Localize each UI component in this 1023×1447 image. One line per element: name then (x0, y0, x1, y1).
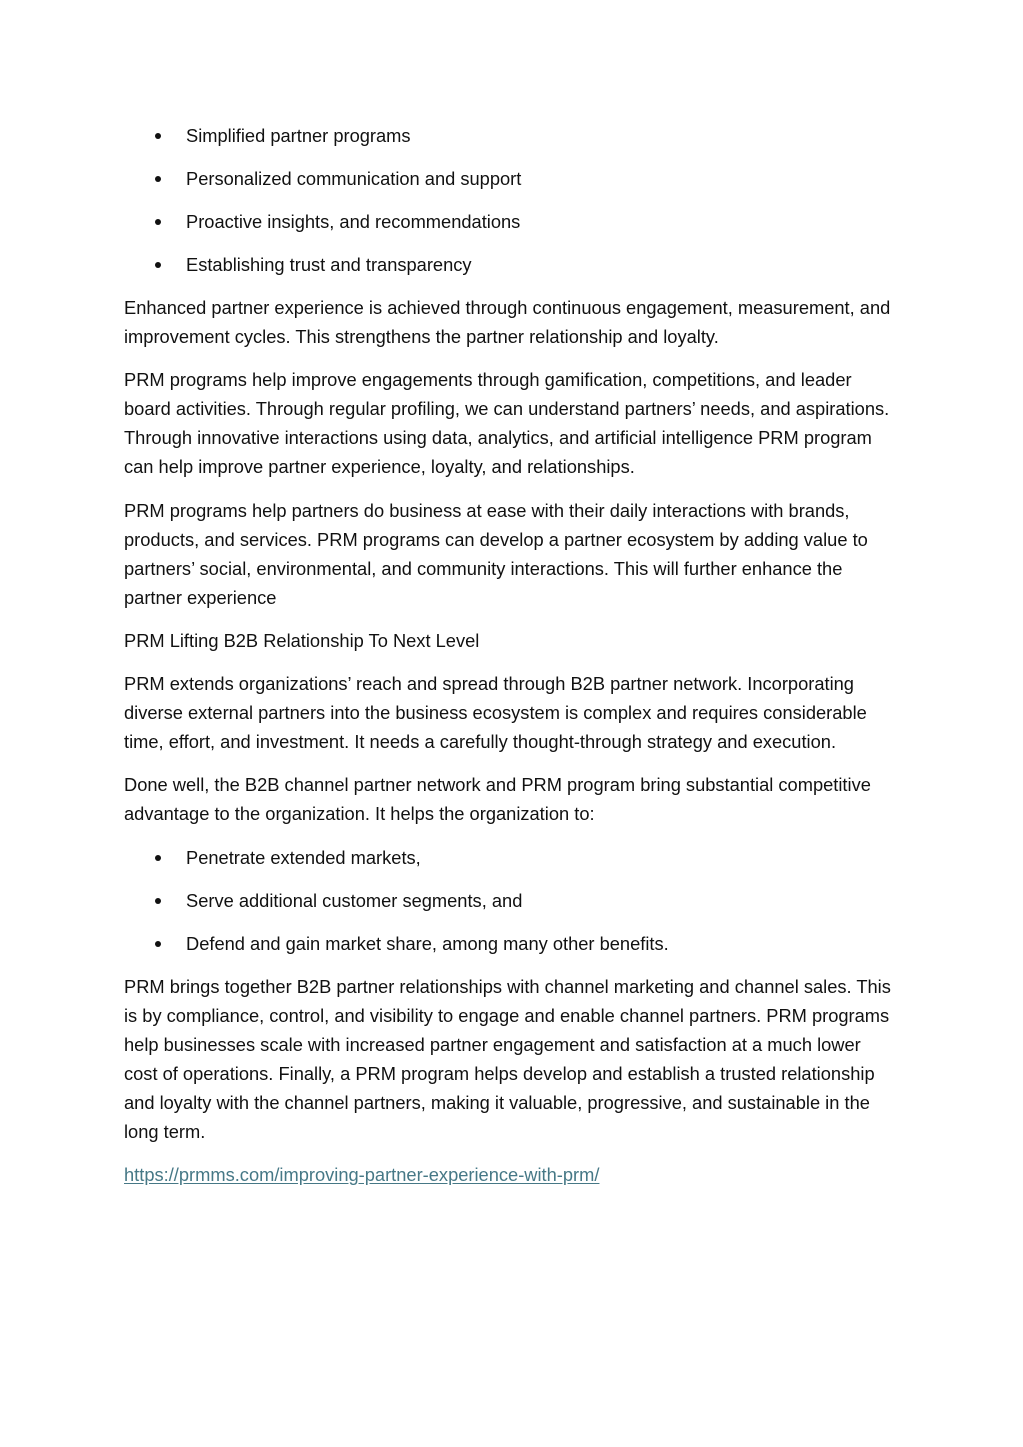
paragraph-ecosystem: PRM programs help partners do business at ease with their daily interactions with brands, products, and services. PRM programs can develop a partner ecosystem by adding value to partners’ social, environmental, and community interactions. This will further enhance the partner experience (124, 499, 868, 608)
paragraph-reach: PRM extends organizations’ reach and spread through B2B partner network. Incorporating diverse external partners into the business ecosystem is complex and requires considerable time, effort, and investment. It needs a carefully thought-through strategy and execution. (124, 673, 867, 753)
list-item: Establishing trust and transparency (124, 250, 899, 279)
advantages-list (124, 843, 899, 958)
list-item: Serve additional customer segments, and (124, 886, 899, 915)
source-link[interactable]: https://prmms.com/improving-partner-experience-with-prm/ (124, 1164, 600, 1186)
paragraph-conclusion: PRM brings together B2B partner relationships with channel marketing and channel sales. This is by compliance, control, and visibility to engage and enable channel partners. PRM programs help businesses scale with increased partner engagement and satisfaction at a much lower cost of operations. Finally, a PRM program helps develop and establish a trusted relationship and loyalty with the channel partners, making it valuable, progressive, and sustainable in the long term. (124, 975, 891, 1142)
bullet-icon (155, 941, 161, 947)
bullet-icon (155, 262, 161, 268)
bullet-icon (155, 898, 161, 904)
paragraph-engagement: PRM programs help improve engagements through gamification, competitions, and leader board activities. Through regular profiling, we can understand partners’ needs, and aspirations. Through innovative interactions using data, analytics, and artificial intelligence PRM program can help improve partner experience, loyalty, and relationships. (124, 369, 890, 478)
list-item: Personalized communication and support (124, 164, 899, 193)
list-item: Penetrate extended markets, (124, 843, 899, 872)
list-item: Proactive insights, and recommendations (124, 207, 899, 236)
bullet-icon (155, 219, 161, 225)
benefits-list (124, 121, 899, 279)
document-body (124, 121, 899, 1203)
section-heading: PRM Lifting B2B Relationship To Next Level (124, 629, 480, 651)
source-paragraph (124, 1160, 899, 1189)
paragraph-advantage: Done well, the B2B channel partner network and PRM program bring substantial competitive advantage to the organization. It helps the organization to: (124, 774, 871, 825)
list-item: Simplified partner programs (124, 121, 899, 150)
bullet-icon (155, 176, 161, 182)
list-item: Defend and gain market share, among many other benefits. (124, 929, 899, 958)
bullet-icon (155, 133, 161, 139)
bullet-icon (155, 855, 161, 861)
paragraph-partner-experience: Enhanced partner experience is achieved through continuous engagement, measurement, and improvement cycles. This strengthens the partner relationship and loyalty. (124, 297, 891, 348)
